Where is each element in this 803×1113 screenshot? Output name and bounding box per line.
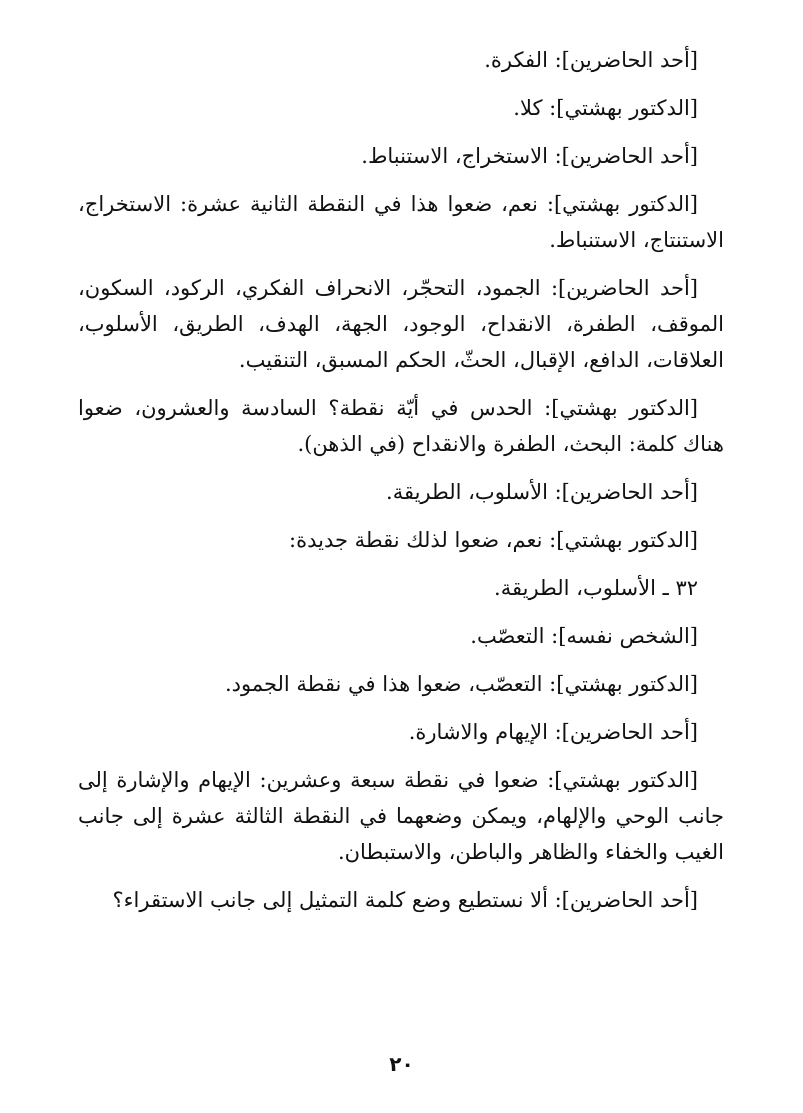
dialogue-paragraph: [الدكتور بهشتي]: ضعوا في نقطة سبعة وعشرين: الإيهام والإشارة إلى جانب الوحي والإلهام، ويمكن وضعهما في النقطة الثالثة عشرة إلى جانب الغيب والخفاء والظاهر والباطن، والاستبطان. bbox=[78, 768, 724, 864]
dialogue-paragraph: [أحد الحاضرين]: الفكرة. bbox=[484, 48, 698, 72]
dialogue-paragraph: [الدكتور بهشتي]: نعم، ضعوا لذلك نقطة جديدة: bbox=[289, 528, 698, 552]
dialogue-text bbox=[78, 42, 724, 930]
dialogue-paragraph: [أحد الحاضرين]: الإيهام والاشارة. bbox=[408, 720, 698, 744]
dialogue-paragraph: [أحد الحاضرين]: الاستخراج، الاستنباط. bbox=[361, 144, 698, 168]
dialogue-paragraph: [الدكتور بهشتي]: كلا. bbox=[513, 96, 698, 120]
dialogue-paragraph: [أحد الحاضرين]: الجمود، التحجّر، الانحراف الفكري، الركود، السكون، الموقف، الطفرة، الانقداح، الوجود، الجهة، الهدف، الطريق، الأسلوب، العلاقات، الدافع، الإقبال، الحثّ، الحكم المسبق، التنقيب. bbox=[78, 276, 724, 372]
dialogue-paragraph: [أحد الحاضرين]: الأسلوب، الطريقة. bbox=[386, 480, 698, 504]
dialogue-paragraph: [الدكتور بهشتي]: التعصّب، ضعوا هذا في نقطة الجمود. bbox=[224, 672, 698, 696]
dialogue-paragraph: [الدكتور بهشتي]: الحدس في أيّة نقطة؟ السادسة والعشرون، ضعوا هناك كلمة: البحث، الطفرة والانقداح (في الذهن). bbox=[78, 396, 724, 456]
page-number: ٢٠ bbox=[389, 1052, 414, 1076]
numbered-point: ٣٢ ـ الأسلوب، الطريقة. bbox=[494, 576, 698, 600]
dialogue-paragraph: [أحد الحاضرين]: ألا نستطيع وضع كلمة التمثيل إلى جانب الاستقراء؟ bbox=[112, 888, 698, 912]
dialogue-paragraph: [الشخص نفسه]: التعصّب. bbox=[470, 624, 698, 648]
dialogue-paragraph: [الدكتور بهشتي]: نعم، ضعوا هذا في النقطة الثانية عشرة: الاستخراج، الاستنتاج، الاستنباط. bbox=[78, 192, 724, 252]
